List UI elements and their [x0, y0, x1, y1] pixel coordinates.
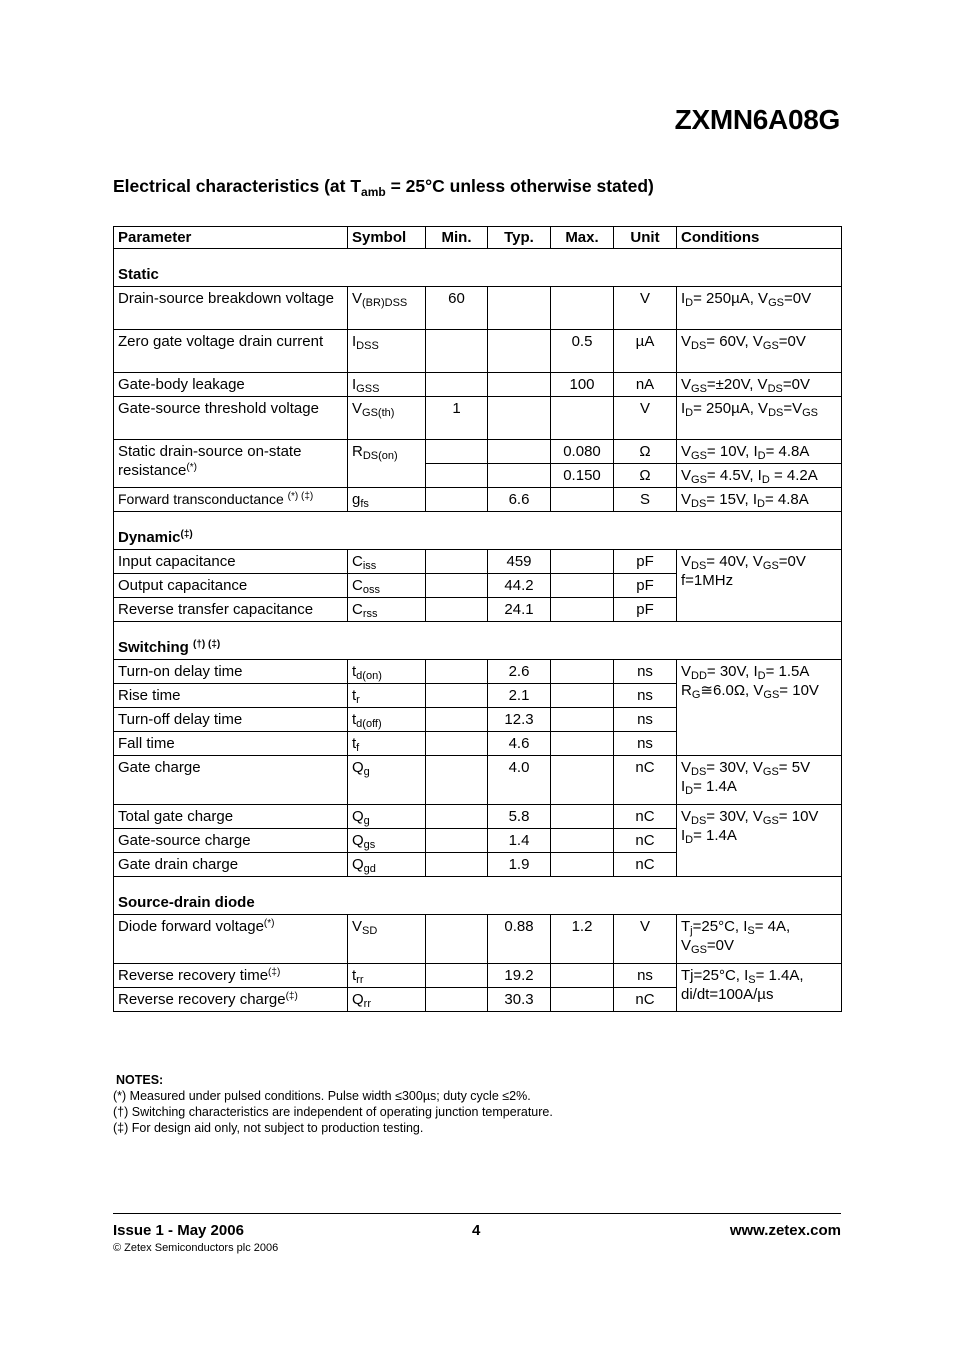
min-cell — [426, 708, 488, 732]
symbol-cell: $g_{fs}$ — [348, 488, 426, 512]
param-cell: Output capacitance — [114, 574, 348, 598]
unit-cell: nC — [614, 853, 677, 877]
symbol-cell: $I_{GSS}$ — [348, 373, 426, 397]
symbol-cell: $t_{d(on)}$ — [348, 660, 426, 684]
symbol-cell: $I_{DSS}$ — [348, 330, 426, 373]
conditions-cell: $I_D= 250\mu A$, $V_{GS}=0V$ — [677, 287, 842, 330]
symbol-cell: $t_f$ — [348, 732, 426, 756]
section-row-switching — [114, 622, 842, 660]
min-cell: 60 — [426, 287, 488, 330]
unit-cell: V — [614, 287, 677, 330]
min-cell — [426, 756, 488, 805]
typ-cell: 0.88 — [488, 915, 551, 964]
col-header-typ: Typ. — [488, 227, 551, 249]
max-cell — [551, 397, 614, 440]
max-cell: 100 — [551, 373, 614, 397]
table-row — [114, 373, 842, 397]
typ-cell: 5.8 — [488, 805, 551, 829]
typ-cell — [488, 373, 551, 397]
symbol-cell: $C_{rss}$ — [348, 598, 426, 622]
symbol-cell: $Q_g$ — [348, 756, 426, 805]
table-row — [114, 964, 842, 988]
min-cell — [426, 915, 488, 964]
symbol-cell: $t_{rr}$ — [348, 964, 426, 988]
section-label-source-drain: Source-drain diode — [114, 877, 842, 915]
typ-cell: 12.3 — [488, 708, 551, 732]
section-heading: Electrical characteristics (at $T_{amb} = 25^\circ C$ unless otherwise stated) — [113, 176, 654, 199]
typ-cell: 24.1 — [488, 598, 551, 622]
min-cell — [426, 550, 488, 574]
min-cell — [426, 964, 488, 988]
unit-cell: nC — [614, 756, 677, 805]
typ-cell: 459 — [488, 550, 551, 574]
symbol-cell: $t_{d(off)}$ — [348, 708, 426, 732]
max-cell: 0.150 — [551, 464, 614, 488]
min-cell — [426, 853, 488, 877]
unit-cell: ns — [614, 732, 677, 756]
typ-cell — [488, 440, 551, 464]
unit-cell: pF — [614, 598, 677, 622]
param-cell: Static drain-source on-state resistance(*) — [114, 440, 348, 488]
conditions-cell: $V_{GS}= 4.5V$, $I_D = 4.2A$ — [677, 464, 842, 488]
conditions-cell: $T_j=25^\circ C$, $I_S= 4A$, $V_{GS}=0V$ — [677, 915, 842, 964]
symbol-cell: $Q_{gd}$ — [348, 853, 426, 877]
symbol-cell: $C_{iss}$ — [348, 550, 426, 574]
section-row-source-drain — [114, 877, 842, 915]
typ-cell — [488, 464, 551, 488]
unit-cell: pF — [614, 550, 677, 574]
section-row-static — [114, 249, 842, 287]
footer-issue: Issue 1 - May 2006 — [113, 1222, 244, 1239]
conditions-cell: $V_{DS}= 60V$, $V_{GS}=0V$ — [677, 330, 842, 373]
col-header-min: Min. — [426, 227, 488, 249]
conditions-cell: $V_{DS}= 40V$, $V_{GS}=0V$ f=1MHz — [677, 550, 842, 622]
typ-cell — [488, 397, 551, 440]
unit-cell: pF — [614, 574, 677, 598]
col-header-symbol: Symbol — [348, 227, 426, 249]
symbol-cell: $Q_g$ — [348, 805, 426, 829]
param-cell: Reverse recovery time(‡) — [114, 964, 348, 988]
table-row — [114, 756, 842, 805]
param-cell: Total gate charge — [114, 805, 348, 829]
unit-cell: µA — [614, 330, 677, 373]
table-row — [114, 550, 842, 574]
max-cell — [551, 598, 614, 622]
note-item: (†) Switching characteristics are independent of operating junction temperature. — [113, 1105, 553, 1119]
min-cell — [426, 684, 488, 708]
typ-cell: 2.1 — [488, 684, 551, 708]
footer-divider — [113, 1213, 841, 1214]
conditions-cell: $V_{DS}= 15V$, $I_D= 4.8A$ — [677, 488, 842, 512]
conditions-cell: $V_{DS}= 30V$, $V_{GS}= 5V$ $I_D= 1.4A$ — [677, 756, 842, 805]
max-cell — [551, 550, 614, 574]
unit-cell: ns — [614, 684, 677, 708]
section-row-dynamic — [114, 512, 842, 550]
unit-cell: nC — [614, 829, 677, 853]
typ-cell: 4.6 — [488, 732, 551, 756]
max-cell — [551, 684, 614, 708]
unit-cell: S — [614, 488, 677, 512]
unit-cell: ns — [614, 708, 677, 732]
max-cell — [551, 829, 614, 853]
note-item: (‡) For design aid only, not subject to production testing. — [113, 1121, 424, 1135]
document-title: ZXMN6A08G — [674, 104, 840, 135]
param-cell: Reverse recovery charge(‡) — [114, 988, 348, 1012]
max-cell — [551, 732, 614, 756]
max-cell: 0.5 — [551, 330, 614, 373]
footer-copyright: © Zetex Semiconductors plc 2006 — [113, 1242, 279, 1254]
typ-cell: 2.6 — [488, 660, 551, 684]
param-cell: Gate-body leakage — [114, 373, 348, 397]
conditions-cell: Tj=25°C, $I_S= 1.4A$, di/dt=100A/µs — [677, 964, 842, 1012]
symbol-cell: $R_{DS(on)}$ — [348, 440, 426, 488]
footer-website-link[interactable]: www.zetex.com — [729, 1222, 841, 1239]
typ-cell: 6.6 — [488, 488, 551, 512]
min-cell — [426, 805, 488, 829]
unit-cell: Ω — [614, 464, 677, 488]
min-cell — [426, 660, 488, 684]
conditions-cell: $V_{DS}= 30V$, $V_{GS}= 10V$ $I_D= 1.4A$ — [677, 805, 842, 877]
min-cell — [426, 732, 488, 756]
page-number: 4 — [472, 1222, 481, 1239]
min-cell — [426, 829, 488, 853]
max-cell — [551, 988, 614, 1012]
min-cell — [426, 373, 488, 397]
symbol-cell: $Q_{gs}$ — [348, 829, 426, 853]
param-cell: Diode forward voltage(*) — [114, 915, 348, 964]
table-row — [114, 488, 842, 512]
param-cell: Fall time — [114, 732, 348, 756]
table-row — [114, 397, 842, 440]
param-cell: Input capacitance — [114, 550, 348, 574]
param-cell: Turn-on delay time — [114, 660, 348, 684]
max-cell — [551, 708, 614, 732]
symbol-cell: $Q_{rr}$ — [348, 988, 426, 1012]
conditions-cell: $V_{GS}= 10V$, $I_D= 4.8A$ — [677, 440, 842, 464]
table-row — [114, 287, 842, 330]
section-label-dynamic: Dynamic(‡) — [114, 512, 842, 550]
conditions-cell: $V_{DD}= 30V$, $I_D= 1.5A$ $R_G≅6.0\Omega$, $V_{GS}= 10V$ — [677, 660, 842, 756]
max-cell — [551, 287, 614, 330]
param-cell: Gate charge — [114, 756, 348, 805]
unit-cell: ns — [614, 660, 677, 684]
param-cell: Reverse transfer capacitance — [114, 598, 348, 622]
max-cell — [551, 488, 614, 512]
min-cell — [426, 574, 488, 598]
typ-cell: 1.4 — [488, 829, 551, 853]
param-cell: Gate-source charge — [114, 829, 348, 853]
param-cell: Forward transconductance (*) (‡) — [114, 488, 348, 512]
conditions-cell: $V_{GS}=\pm 20V$, $V_{DS}=0V$ — [677, 373, 842, 397]
max-cell — [551, 964, 614, 988]
symbol-cell: $t_r$ — [348, 684, 426, 708]
param-cell: Drain-source breakdown voltage — [114, 287, 348, 330]
typ-cell: 44.2 — [488, 574, 551, 598]
max-cell — [551, 574, 614, 598]
typ-cell — [488, 287, 551, 330]
table-row — [114, 330, 842, 373]
symbol-cell: $V_{GS(th)}$ — [348, 397, 426, 440]
max-cell: 0.080 — [551, 440, 614, 464]
col-header-parameter: Parameter — [114, 227, 348, 249]
symbol-cell: $V_{SD}$ — [348, 915, 426, 964]
param-cell: Rise time — [114, 684, 348, 708]
header-row — [114, 227, 842, 249]
max-cell: 1.2 — [551, 915, 614, 964]
table-row — [114, 440, 842, 464]
typ-cell: 30.3 — [488, 988, 551, 1012]
max-cell — [551, 756, 614, 805]
electrical-characteristics-table — [113, 226, 842, 1012]
typ-cell — [488, 330, 551, 373]
typ-cell: 4.0 — [488, 756, 551, 805]
unit-cell: ns — [614, 964, 677, 988]
col-header-max: Max. — [551, 227, 614, 249]
section-label-switching: Switching (†) (‡) — [114, 622, 842, 660]
table-row — [114, 660, 842, 684]
typ-cell: 19.2 — [488, 964, 551, 988]
min-cell — [426, 488, 488, 512]
max-cell — [551, 853, 614, 877]
notes-heading: NOTES: — [116, 1073, 164, 1087]
min-cell — [426, 598, 488, 622]
table-row — [114, 915, 842, 964]
param-cell: Zero gate voltage drain current — [114, 330, 348, 373]
unit-cell: nC — [614, 805, 677, 829]
min-cell — [426, 440, 488, 464]
unit-cell: V — [614, 915, 677, 964]
symbol-cell: $V_{(BR)DSS}$ — [348, 287, 426, 330]
table-row — [114, 805, 842, 829]
unit-cell: V — [614, 397, 677, 440]
param-cell: Turn-off delay time — [114, 708, 348, 732]
max-cell — [551, 805, 614, 829]
min-cell — [426, 330, 488, 373]
note-item: (*) Measured under pulsed conditions. Pulse width ≤300µs; duty cycle ≤2%. — [113, 1089, 531, 1103]
min-cell — [426, 464, 488, 488]
unit-cell: nC — [614, 988, 677, 1012]
unit-cell: nA — [614, 373, 677, 397]
min-cell: 1 — [426, 397, 488, 440]
symbol-cell: $C_{oss}$ — [348, 574, 426, 598]
conditions-cell: $I_D= 250\mu A$, $V_{DS}=V_{GS}$ — [677, 397, 842, 440]
max-cell — [551, 660, 614, 684]
param-cell: Gate-source threshold voltage — [114, 397, 348, 440]
section-label-static: Static — [114, 249, 842, 287]
typ-cell: 1.9 — [488, 853, 551, 877]
min-cell — [426, 988, 488, 1012]
col-header-unit: Unit — [614, 227, 677, 249]
param-cell: Gate drain charge — [114, 853, 348, 877]
unit-cell: Ω — [614, 440, 677, 464]
col-header-conditions: Conditions — [677, 227, 842, 249]
notes — [113, 1072, 553, 1136]
